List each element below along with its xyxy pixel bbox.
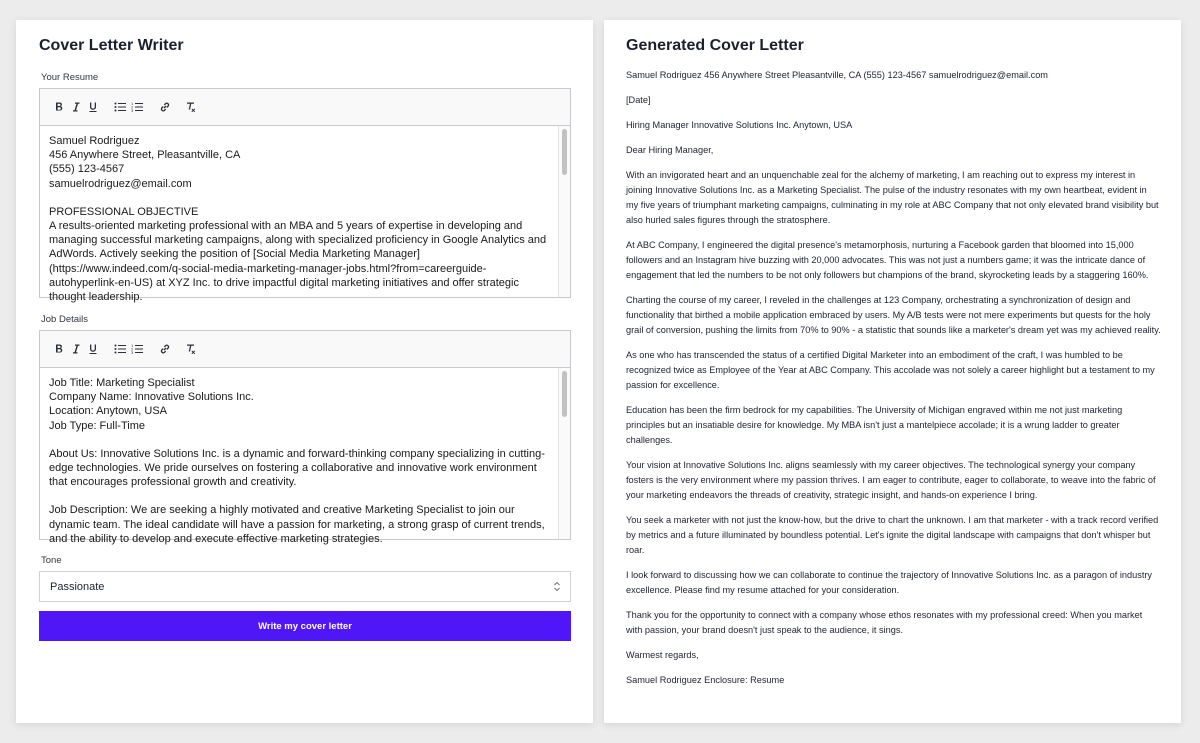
letter-paragraph: Charting the course of my career, I reveled in the challenges at 123 Company, orchestrating a synchronization of design and functionality that birthed a mobile application embraced by users. My A/B tests were not mere experiments but quests for the holy grail of conversion, pushing the limits from 70% to 90% - a statistic that sounds like a marketer's dream yet was my achieved reality. xyxy=(626,295,1161,335)
job-about-text: About Us: Innovative Solutions Inc. is a dynamic and forward-thinking company specializing in cutting-edge technologies. We pride ourselves on fostering a collaborative and innovative work environment that encourages professional growth and creativity. xyxy=(49,447,545,489)
tone-label: Tone xyxy=(41,555,62,566)
bold-icon[interactable] xyxy=(51,341,67,357)
letter-paragraph: At ABC Company, I engineered the digital presence's metamorphosis, nurturing a Facebook garden that bloomed into 15,000 followers and an Instagram hive buzzing with 20,000 advocates. This was not just a numbers game; it was the intricate dance of engagement that led the numbers to be not only followers but champions of the brand, skyrocketing leads by a staggering 160%. xyxy=(626,240,1149,280)
letter-closing: Warmest regards, xyxy=(626,650,699,660)
resume-label: Your Resume xyxy=(41,72,99,83)
underline-icon[interactable] xyxy=(85,341,101,357)
letter-salutation: Dear Hiring Manager, xyxy=(626,145,714,155)
svg-text:1: 1 xyxy=(131,101,134,106)
link-icon[interactable] xyxy=(157,341,173,357)
job-details-text-area[interactable] xyxy=(40,368,570,545)
clear-format-icon[interactable] xyxy=(183,341,199,357)
job-description-text: Job Description: We are seeking a highly motivated and creative Marketing Specialist to join our dynamic team. The ideal candidate will have a passion for marketing, a strong grasp of current trends, and the ability to develop and execute effective marketing strategies. xyxy=(49,504,545,545)
resume-objective-heading: PROFESSIONAL OBJECTIVE xyxy=(49,205,199,218)
letter-paragraph: Education has been the firm bedrock for my capabilities. The University of Michigan engraved within me not just marketing principles but an insatiable desire for knowledge. My MBA isn't just a mantelpiece accolade; it is a wrung ladder to greater challenges. xyxy=(626,405,1123,445)
generated-letter-title: Generated Cover Letter xyxy=(626,37,804,54)
resume-phone-line: (555) 123-4567 xyxy=(49,163,125,176)
clear-format-icon[interactable] xyxy=(183,99,199,115)
italic-icon[interactable] xyxy=(68,99,84,115)
resume-editor[interactable] xyxy=(39,88,571,304)
bold-icon[interactable] xyxy=(51,99,67,115)
svg-text:2: 2 xyxy=(131,105,134,110)
letter-paragraph: With an invigorated heart and an unquenchable zeal for the alchemy of marketing, I am reaching out to express my interest in joining Innovative Solutions Inc. as a Marketing Specialist. The pulse of the industry resonates with my own heartbeat, evident in my five years of triumphant marketing campaigns, culminating in my role at ABC Company that not only elevated brand visibility but also hurled sales figures through the stratosphere. xyxy=(626,170,1159,225)
resume-email-line: samuelrodriguez@email.com xyxy=(49,177,192,190)
job-details-editor[interactable] xyxy=(39,330,571,545)
resume-scrollbar[interactable] xyxy=(558,126,570,297)
italic-icon[interactable] xyxy=(68,341,84,357)
link-icon[interactable] xyxy=(157,99,173,115)
job-location-line: Location: Anytown, USA xyxy=(49,405,168,418)
form-title: Cover Letter Writer xyxy=(39,37,184,54)
underline-icon[interactable] xyxy=(85,99,101,115)
tone-selected-value: Passionate xyxy=(50,581,105,593)
resume-scroll-thumb[interactable] xyxy=(562,129,567,175)
svg-text:3: 3 xyxy=(131,108,134,113)
letter-paragraph: You seek a marketer with not just the know-how, but the drive to chart the unknown. I am that marketer - with a track record verified by metrics and a future illuminated by boundless potential. Let's ignite the digital landscape with campaigns that don't whisper but roar. xyxy=(626,515,1159,555)
bullet-list-icon[interactable] xyxy=(112,99,128,115)
letter-recipient: Hiring Manager Innovative Solutions Inc. Anytown, USA xyxy=(626,120,853,130)
letter-paragraph: As one who has transcended the status of a certified Digital Marketer into an embodiment of the craft, I was humbled to be recognized twice as Employee of the Year at ABC Company. This accolade was not solely a career highlight but a testament to my passion for excellence. xyxy=(626,350,1155,390)
numbered-list-icon[interactable] xyxy=(129,341,145,357)
job-company-line: Company Name: Innovative Solutions Inc. xyxy=(49,391,254,404)
job-details-scrollbar[interactable] xyxy=(558,368,570,539)
generated-letter-body xyxy=(626,68,1161,698)
resume-address-line: 456 Anywhere Street, Pleasantville, CA xyxy=(49,149,241,162)
write-cover-letter-button[interactable]: Write my cover letter xyxy=(39,611,571,641)
cover-letter-form-panel xyxy=(16,20,593,723)
chevron-up-down-icon xyxy=(552,580,562,593)
svg-text:3: 3 xyxy=(131,350,134,355)
letter-paragraph: I look forward to discussing how we can collaborate to continue the trajectory of Innovative Solutions Inc. as a paragon of industry excellence. Please find my resume attached for your consideration. xyxy=(626,570,1153,595)
job-type-line: Job Type: Full-Time xyxy=(49,419,145,432)
letter-date: [Date] xyxy=(626,95,651,105)
job-details-scroll-thumb[interactable] xyxy=(562,371,567,417)
job-title-line: Job Title: Marketing Specialist xyxy=(49,377,195,389)
resume-name-line: Samuel Rodriguez xyxy=(49,135,140,147)
resume-text-area[interactable] xyxy=(40,126,570,304)
letter-paragraph: Thank you for the opportunity to connect with a company whose ethos resonates with my professional creed: When you market with passion, your brand doesn't just speak to the audience, it sings. xyxy=(626,610,1143,635)
generated-letter-panel xyxy=(604,20,1181,723)
svg-text:1: 1 xyxy=(131,343,134,348)
job-details-label: Job Details xyxy=(41,314,88,325)
numbered-list-icon[interactable] xyxy=(129,99,145,115)
resume-editor-toolbar xyxy=(40,89,570,126)
job-editor-toolbar xyxy=(40,331,570,368)
bullet-list-icon[interactable] xyxy=(112,341,128,357)
letter-signature: Samuel Rodriguez Enclosure: Resume xyxy=(626,675,785,685)
svg-text:2: 2 xyxy=(131,347,134,352)
resume-objective-text: A results-oriented marketing professional with an MBA and 5 years of expertise in developing and managing successful marketing campaigns, along with specialized proficiency in Google Analytics and AdWords. Actively seeking the position of [Social Media Marketing Manager](https://www.indeed.com/q-social-media-marketing-manager-jobs.html?from=careerguide-autohyperlink-en-US) at XYZ Inc. to drive impactful digital marketing initiatives and offer strategic thought leadership. xyxy=(49,220,547,304)
letter-paragraph: Your vision at Innovative Solutions Inc. aligns seamlessly with my career objectives. The technological synergy your company fosters is the very environment where my passion thrives. I am eager to contribute, eager to collaborate, to weave into the fabric of your marketing endeavors the threads of creativity, strategic insight, and hands-on experience I bring. xyxy=(626,460,1156,500)
tone-select[interactable] xyxy=(39,571,571,602)
letter-sender-info: Samuel Rodriguez 456 Anywhere Street Pleasantville, CA (555) 123-4567 samuelrodriguez@email.com xyxy=(626,70,1048,80)
